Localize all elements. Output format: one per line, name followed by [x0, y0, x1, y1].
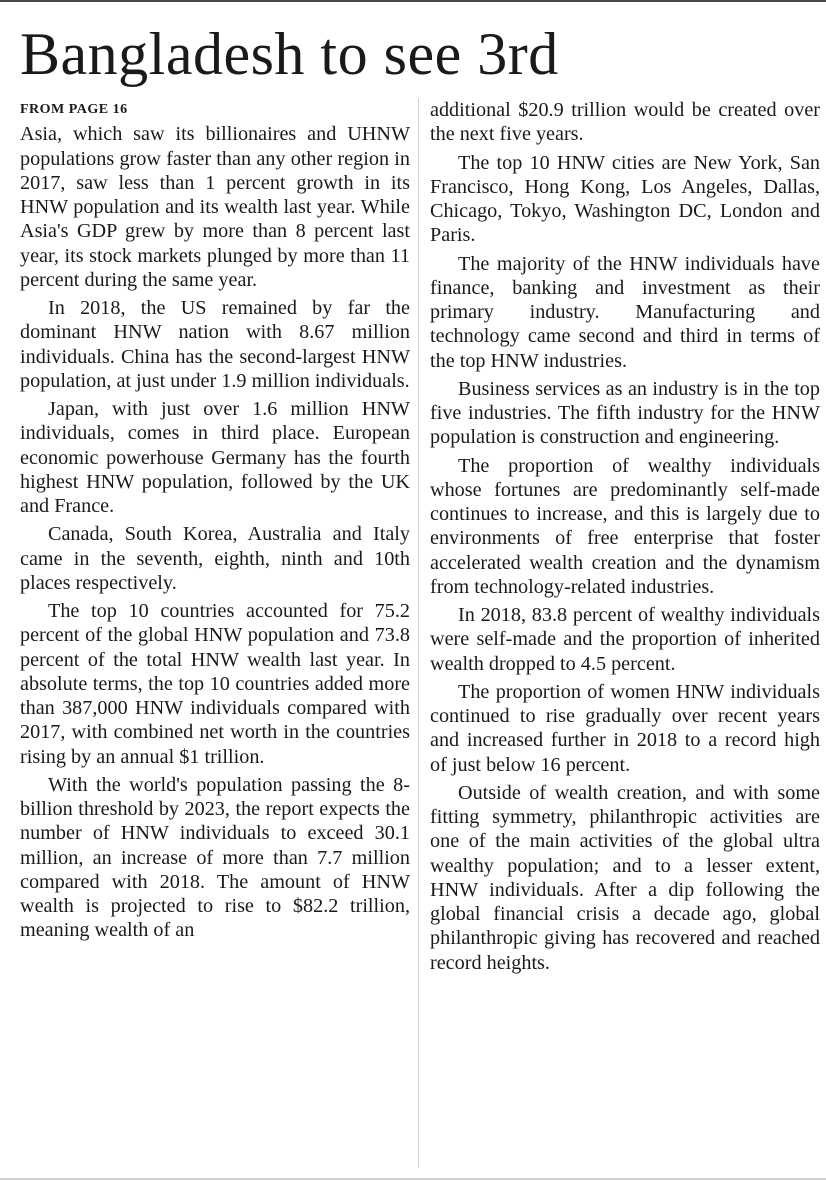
paragraph: Business services as an industry is in the top five industries. The fifth industry for the HNW population is construction and engineering.	[430, 377, 820, 449]
continuation-kicker: FROM PAGE 16	[20, 102, 128, 117]
paragraph: The top 10 countries accounted for 75.2 percent of the global HNW population and 73.8 percent of the total HNW wealth last year. In absolute terms, the top 10 countries added more than 387,000 HNW individuals compared with 2017, with combined net worth in the countries rising by an annual $1 trillion.	[20, 600, 410, 768]
paragraph: Outside of wealth creation, and with some fitting symmetry, philanthropic activities are one of the main activities of the global ultra wealthy population; and to a lesser extent, HNW individuals. After a dip following the global financial crisis a decade ago, global philanthropic giving has recovered and reached record heights.	[430, 781, 820, 974]
paragraph: In 2018, 83.8 percent of wealthy individuals were self-made and the proportion of inherited wealth dropped to 4.5 percent.	[430, 604, 820, 675]
column-divider	[418, 98, 419, 1168]
headline: Bangladesh to see 3rd	[20, 21, 559, 87]
right-column	[430, 98, 820, 979]
paragraph: Asia, which saw its billionaires and UHNW populations grow faster than any other region in 2017, saw less than 1 percent growth in its HNW population and its wealth last year. While Asia's GDP grew by more than 8 percent last year, its stock markets plunged by more than 11 percent during the same year.	[20, 123, 410, 291]
paragraph: additional $20.9 trillion would be created over the next five years.	[430, 99, 820, 146]
paragraph: Japan, with just over 1.6 million HNW individuals, comes in third place. European economic powerhouse Germany has the fourth highest HNW population, followed by the UK and France.	[20, 398, 410, 517]
left-column	[20, 98, 410, 947]
paragraph: In 2018, the US remained by far the dominant HNW nation with 8.67 million individuals. China has the second-largest HNW population, at just under 1.9 million individuals.	[20, 297, 410, 392]
paragraph: With the world's population passing the 8-billion threshold by 2023, the report expects the number of HNW individuals to exceed 30.1 million, an increase of more than 7.7 million compared with 2018. The amount of HNW wealth is projected to rise to $82.2 trillion, meaning wealth of an	[20, 773, 410, 942]
paragraph: The top 10 HNW cities are New York, San Francisco, Hong Kong, Los Angeles, Dallas, Chicago, Tokyo, Washington DC, London and Paris.	[430, 151, 820, 247]
paragraph: The majority of the HNW individuals have finance, banking and investment as their primary industry. Manufacturing and technology came second and third in terms of the top HNW industries.	[430, 252, 820, 372]
paragraph: The proportion of wealthy individuals whose fortunes are predominantly self-made continues to increase, and this is largely due to environments of free enterprise that foster accelerated wealth creation and the dynamism from technology-related industries.	[430, 454, 820, 598]
paragraph: The proportion of women HNW individuals continued to rise gradually over recent years and increased further in 2018 to a record high of just below 16 percent.	[430, 680, 820, 776]
paragraph: Canada, South Korea, Australia and Italy came in the seventh, eighth, ninth and 10th places respectively.	[20, 523, 410, 594]
